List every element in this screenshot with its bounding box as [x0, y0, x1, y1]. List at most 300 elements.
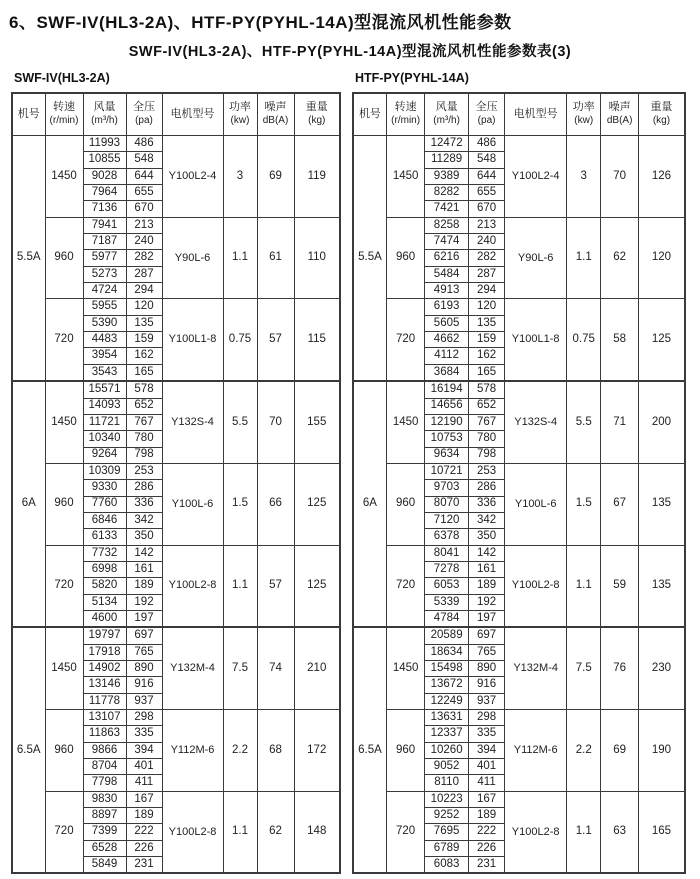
pressure-cell: 189 — [468, 578, 504, 594]
airflow-cell: 12337 — [425, 726, 469, 742]
airflow-cell: 7695 — [425, 824, 469, 840]
pressure-cell: 335 — [468, 726, 504, 742]
weight-cell: 126 — [638, 136, 685, 218]
pressure-cell: 652 — [126, 398, 162, 414]
airflow-cell: 13631 — [425, 710, 469, 726]
column-header: 转速 (r/min) — [386, 93, 424, 136]
power-cell: 0.75 — [223, 299, 257, 381]
speed-cell: 720 — [386, 791, 424, 873]
column-header: 噪声 dB(A) — [257, 93, 294, 136]
pressure-cell: 350 — [468, 529, 504, 545]
power-cell: 1.5 — [223, 463, 257, 545]
pressure-cell: 890 — [126, 661, 162, 677]
tables-container — [7, 71, 693, 874]
speed-cell: 720 — [386, 299, 424, 381]
weight-cell: 125 — [294, 463, 340, 545]
noise-cell: 68 — [257, 710, 294, 792]
airflow-cell: 7474 — [425, 234, 469, 250]
airflow-cell: 4913 — [425, 283, 469, 299]
weight-cell: 120 — [638, 217, 685, 299]
motor-model-cell: Y132S-4 — [505, 381, 567, 463]
motor-model-cell: Y112M-6 — [162, 710, 223, 792]
airflow-cell: 14093 — [83, 398, 126, 414]
pressure-cell: 780 — [126, 431, 162, 447]
airflow-cell: 15498 — [425, 661, 469, 677]
column-header: 机号 — [353, 93, 386, 136]
pressure-cell: 486 — [468, 136, 504, 152]
airflow-cell: 15571 — [83, 381, 126, 398]
machine-size-cell: 5.5A — [12, 136, 45, 382]
machine-size-cell: 6A — [353, 381, 386, 627]
airflow-cell: 10753 — [425, 431, 469, 447]
airflow-cell: 17918 — [83, 644, 126, 660]
pressure-cell: 287 — [468, 266, 504, 282]
pressure-cell: 670 — [468, 201, 504, 217]
page-subtitle: SWF-IV(HL3-2A)、HTF-PY(PYHL-14A)型混流风机性能参数表(3) — [128, 44, 572, 60]
motor-model-cell: Y132M-4 — [162, 627, 223, 709]
motor-model-cell: Y100L2-4 — [162, 136, 223, 218]
airflow-cell: 8041 — [425, 545, 469, 561]
pressure-cell: 336 — [126, 496, 162, 512]
airflow-cell: 9028 — [83, 168, 126, 184]
airflow-cell: 7732 — [83, 545, 126, 561]
airflow-cell: 11721 — [83, 414, 126, 430]
airflow-cell: 5273 — [83, 266, 126, 282]
motor-model-cell: Y112M-6 — [505, 710, 567, 792]
weight-cell: 135 — [638, 545, 685, 627]
speed-cell: 960 — [386, 710, 424, 792]
table-label-swf: SWF-IV(HL3-2A) — [14, 71, 110, 85]
table-row — [12, 381, 340, 398]
speed-cell: 720 — [386, 545, 424, 627]
pressure-cell: 231 — [468, 857, 504, 874]
motor-model-cell: Y90L-6 — [505, 217, 567, 299]
power-cell: 1.1 — [223, 791, 257, 873]
pressure-cell: 189 — [468, 808, 504, 824]
noise-cell: 57 — [257, 299, 294, 381]
machine-size-cell: 6.5A — [353, 627, 386, 873]
pressure-cell: 222 — [126, 824, 162, 840]
pressure-cell: 394 — [468, 742, 504, 758]
airflow-cell: 6528 — [83, 840, 126, 856]
airflow-cell: 13672 — [425, 677, 469, 693]
machine-size-cell: 6.5A — [12, 627, 45, 873]
airflow-cell: 6133 — [83, 529, 126, 545]
airflow-cell: 6193 — [425, 299, 469, 315]
pressure-cell: 798 — [126, 447, 162, 463]
speed-cell: 1450 — [386, 136, 424, 218]
airflow-cell: 7798 — [83, 775, 126, 791]
airflow-cell: 3954 — [83, 348, 126, 364]
noise-cell: 69 — [257, 136, 294, 218]
pressure-cell: 197 — [126, 610, 162, 627]
airflow-cell: 7941 — [83, 217, 126, 233]
table-block-htf — [352, 71, 686, 874]
pressure-cell: 189 — [126, 808, 162, 824]
noise-cell: 61 — [257, 217, 294, 299]
pressure-cell: 161 — [468, 561, 504, 577]
table-row — [353, 299, 685, 315]
airflow-cell: 10855 — [83, 152, 126, 168]
airflow-cell: 9389 — [425, 168, 469, 184]
pressure-cell: 697 — [468, 627, 504, 644]
weight-cell: 190 — [638, 710, 685, 792]
airflow-cell: 10223 — [425, 791, 469, 807]
airflow-cell: 8070 — [425, 496, 469, 512]
table-row — [12, 463, 340, 479]
pressure-cell: 192 — [468, 594, 504, 610]
airflow-cell: 4724 — [83, 283, 126, 299]
airflow-cell: 4600 — [83, 610, 126, 627]
table-row — [353, 217, 685, 233]
pressure-cell: 253 — [126, 463, 162, 479]
noise-cell: 57 — [257, 545, 294, 627]
airflow-cell: 4784 — [425, 610, 469, 627]
airflow-cell: 4112 — [425, 348, 469, 364]
power-cell: 1.5 — [567, 463, 601, 545]
pressure-cell: 282 — [126, 250, 162, 266]
pressure-cell: 767 — [126, 414, 162, 430]
power-cell: 7.5 — [567, 627, 601, 709]
power-cell: 3 — [567, 136, 601, 218]
airflow-cell: 4662 — [425, 332, 469, 348]
airflow-cell: 3543 — [83, 364, 126, 381]
pressure-cell: 226 — [468, 840, 504, 856]
table-row — [353, 627, 685, 644]
airflow-cell: 8110 — [425, 775, 469, 791]
pressure-cell: 916 — [126, 677, 162, 693]
pressure-cell: 937 — [468, 693, 504, 709]
airflow-cell: 13146 — [83, 677, 126, 693]
pressure-cell: 120 — [126, 299, 162, 315]
pressure-cell: 411 — [126, 775, 162, 791]
noise-cell: 71 — [601, 381, 638, 463]
pressure-cell: 350 — [126, 529, 162, 545]
noise-cell: 76 — [601, 627, 638, 709]
table-row — [12, 545, 340, 561]
table-row — [353, 136, 685, 152]
motor-model-cell: Y100L-6 — [505, 463, 567, 545]
weight-cell: 119 — [294, 136, 340, 218]
power-cell: 1.1 — [223, 545, 257, 627]
speed-cell: 720 — [45, 791, 83, 873]
airflow-cell: 7399 — [83, 824, 126, 840]
motor-model-cell: Y100L2-4 — [505, 136, 567, 218]
airflow-cell: 7760 — [83, 496, 126, 512]
airflow-cell: 7136 — [83, 201, 126, 217]
motor-model-cell: Y100L1-8 — [505, 299, 567, 381]
noise-cell: 62 — [257, 791, 294, 873]
noise-cell: 74 — [257, 627, 294, 709]
airflow-cell: 12249 — [425, 693, 469, 709]
airflow-cell: 5977 — [83, 250, 126, 266]
power-cell: 0.75 — [567, 299, 601, 381]
column-header: 噪声 dB(A) — [601, 93, 638, 136]
table-row — [353, 791, 685, 807]
pressure-cell: 644 — [468, 168, 504, 184]
table-row — [12, 299, 340, 315]
pressure-cell: 240 — [126, 234, 162, 250]
airflow-cell: 7120 — [425, 512, 469, 528]
airflow-cell: 6789 — [425, 840, 469, 856]
pressure-cell: 916 — [468, 677, 504, 693]
pressure-cell: 652 — [468, 398, 504, 414]
pressure-cell: 890 — [468, 661, 504, 677]
airflow-cell: 4483 — [83, 332, 126, 348]
weight-cell: 155 — [294, 381, 340, 463]
table-row — [12, 791, 340, 807]
weight-cell: 165 — [638, 791, 685, 873]
airflow-cell: 10260 — [425, 742, 469, 758]
airflow-cell: 11993 — [83, 136, 126, 152]
power-cell: 5.5 — [567, 381, 601, 463]
airflow-cell: 16194 — [425, 381, 469, 398]
noise-cell: 69 — [601, 710, 638, 792]
column-header: 全压 (pa) — [126, 93, 162, 136]
pressure-cell: 165 — [126, 364, 162, 381]
pressure-cell: 548 — [468, 152, 504, 168]
pressure-cell: 222 — [468, 824, 504, 840]
weight-cell: 210 — [294, 627, 340, 709]
airflow-cell: 7187 — [83, 234, 126, 250]
pressure-cell: 765 — [468, 644, 504, 660]
weight-cell: 125 — [294, 545, 340, 627]
airflow-cell: 19797 — [83, 627, 126, 644]
power-cell: 1.1 — [567, 217, 601, 299]
weight-cell: 125 — [638, 299, 685, 381]
table-row — [353, 545, 685, 561]
airflow-cell: 11778 — [83, 693, 126, 709]
airflow-cell: 5390 — [83, 315, 126, 331]
weight-cell: 115 — [294, 299, 340, 381]
airflow-cell: 9264 — [83, 447, 126, 463]
table-row — [12, 217, 340, 233]
airflow-cell: 8897 — [83, 808, 126, 824]
pressure-cell: 159 — [468, 332, 504, 348]
pressure-cell: 655 — [468, 185, 504, 201]
airflow-cell: 11863 — [83, 726, 126, 742]
pressure-cell: 767 — [468, 414, 504, 430]
airflow-cell: 10340 — [83, 431, 126, 447]
pressure-cell: 644 — [126, 168, 162, 184]
airflow-cell: 6083 — [425, 857, 469, 874]
power-cell: 1.1 — [567, 545, 601, 627]
pressure-cell: 282 — [468, 250, 504, 266]
machine-size-cell: 5.5A — [353, 136, 386, 382]
pressure-cell: 780 — [468, 431, 504, 447]
pressure-cell: 161 — [126, 561, 162, 577]
pressure-cell: 342 — [468, 512, 504, 528]
pressure-cell: 697 — [126, 627, 162, 644]
pressure-cell: 401 — [126, 759, 162, 775]
table-row — [12, 136, 340, 152]
pressure-cell: 335 — [126, 726, 162, 742]
airflow-cell: 6846 — [83, 512, 126, 528]
pressure-cell: 294 — [126, 283, 162, 299]
airflow-cell: 9052 — [425, 759, 469, 775]
airflow-cell: 5849 — [83, 857, 126, 874]
table-block-swf — [11, 71, 341, 874]
pressure-cell: 159 — [126, 332, 162, 348]
motor-model-cell: Y100L2-8 — [162, 791, 223, 873]
airflow-cell: 11289 — [425, 152, 469, 168]
pressure-cell: 294 — [468, 283, 504, 299]
airflow-cell: 6216 — [425, 250, 469, 266]
pressure-cell: 135 — [468, 315, 504, 331]
motor-model-cell: Y90L-6 — [162, 217, 223, 299]
machine-size-cell: 6A — [12, 381, 45, 627]
motor-model-cell: Y132M-4 — [505, 627, 567, 709]
pressure-cell: 286 — [468, 480, 504, 496]
motor-model-cell: Y100L2-8 — [505, 791, 567, 873]
airflow-cell: 5820 — [83, 578, 126, 594]
noise-cell: 66 — [257, 463, 294, 545]
pressure-cell: 162 — [126, 348, 162, 364]
speed-cell: 960 — [386, 463, 424, 545]
airflow-cell: 10309 — [83, 463, 126, 479]
pressure-cell: 192 — [126, 594, 162, 610]
pressure-cell: 336 — [468, 496, 504, 512]
pressure-cell: 240 — [468, 234, 504, 250]
pressure-cell: 548 — [126, 152, 162, 168]
speed-cell: 1450 — [386, 381, 424, 463]
noise-cell: 62 — [601, 217, 638, 299]
power-cell: 5.5 — [223, 381, 257, 463]
airflow-cell: 5605 — [425, 315, 469, 331]
power-cell: 7.5 — [223, 627, 257, 709]
airflow-cell: 9634 — [425, 447, 469, 463]
airflow-cell: 8282 — [425, 185, 469, 201]
airflow-cell: 5484 — [425, 266, 469, 282]
noise-cell: 70 — [257, 381, 294, 463]
pressure-cell: 670 — [126, 201, 162, 217]
pressure-cell: 165 — [468, 364, 504, 381]
pressure-cell: 298 — [126, 710, 162, 726]
pressure-cell: 253 — [468, 463, 504, 479]
pressure-cell: 798 — [468, 447, 504, 463]
pressure-cell: 411 — [468, 775, 504, 791]
table-row — [353, 710, 685, 726]
pressure-cell: 231 — [126, 857, 162, 874]
airflow-cell: 8704 — [83, 759, 126, 775]
column-header: 重量 (kg) — [294, 93, 340, 136]
table-row — [12, 627, 340, 644]
pressure-cell: 142 — [468, 545, 504, 561]
power-cell: 1.1 — [223, 217, 257, 299]
weight-cell: 135 — [638, 463, 685, 545]
speed-cell: 1450 — [45, 381, 83, 463]
airflow-cell: 7421 — [425, 201, 469, 217]
motor-model-cell: Y100L2-8 — [505, 545, 567, 627]
speed-cell: 960 — [386, 217, 424, 299]
column-header: 风量 (m³/h) — [83, 93, 126, 136]
page-title: 6、SWF-IV(HL3-2A)、HTF-PY(PYHL-14A)型混流风机性能参数 — [9, 13, 512, 32]
column-header: 机号 — [12, 93, 45, 136]
weight-cell: 230 — [638, 627, 685, 709]
pressure-cell: 162 — [468, 348, 504, 364]
airflow-cell: 9703 — [425, 480, 469, 496]
power-cell: 2.2 — [567, 710, 601, 792]
airflow-cell: 5955 — [83, 299, 126, 315]
noise-cell: 63 — [601, 791, 638, 873]
airflow-cell: 6998 — [83, 561, 126, 577]
speed-cell: 720 — [45, 299, 83, 381]
pressure-cell: 401 — [468, 759, 504, 775]
power-cell: 3 — [223, 136, 257, 218]
table-row — [12, 710, 340, 726]
airflow-cell: 7964 — [83, 185, 126, 201]
pressure-cell: 226 — [126, 840, 162, 856]
airflow-cell: 8258 — [425, 217, 469, 233]
table-label-htf: HTF-PY(PYHL-14A) — [355, 71, 469, 85]
column-header: 功率 (kw) — [223, 93, 257, 136]
pressure-cell: 937 — [126, 693, 162, 709]
noise-cell: 67 — [601, 463, 638, 545]
power-cell: 2.2 — [223, 710, 257, 792]
fan-performance-table-swf — [11, 92, 341, 874]
fan-performance-table-htf — [352, 92, 686, 874]
pressure-cell: 135 — [126, 315, 162, 331]
airflow-cell: 12472 — [425, 136, 469, 152]
pressure-cell: 578 — [126, 381, 162, 398]
pressure-cell: 167 — [468, 791, 504, 807]
pressure-cell: 213 — [126, 217, 162, 233]
speed-cell: 1450 — [45, 136, 83, 218]
column-header: 风量 (m³/h) — [425, 93, 469, 136]
column-header: 转速 (r/min) — [45, 93, 83, 136]
motor-model-cell: Y132S-4 — [162, 381, 223, 463]
speed-cell: 960 — [45, 710, 83, 792]
pressure-cell: 765 — [126, 644, 162, 660]
weight-cell: 200 — [638, 381, 685, 463]
pressure-cell: 298 — [468, 710, 504, 726]
airflow-cell: 6378 — [425, 529, 469, 545]
weight-cell: 110 — [294, 217, 340, 299]
pressure-cell: 167 — [126, 791, 162, 807]
pressure-cell: 197 — [468, 610, 504, 627]
noise-cell: 59 — [601, 545, 638, 627]
airflow-cell: 12190 — [425, 414, 469, 430]
airflow-cell: 13107 — [83, 710, 126, 726]
pressure-cell: 189 — [126, 578, 162, 594]
pressure-cell: 342 — [126, 512, 162, 528]
noise-cell: 58 — [601, 299, 638, 381]
airflow-cell: 9252 — [425, 808, 469, 824]
speed-cell: 1450 — [386, 627, 424, 709]
column-header: 电机型号 — [505, 93, 567, 136]
pressure-cell: 578 — [468, 381, 504, 398]
pressure-cell: 486 — [126, 136, 162, 152]
airflow-cell: 18634 — [425, 644, 469, 660]
speed-cell: 1450 — [45, 627, 83, 709]
pressure-cell: 286 — [126, 480, 162, 496]
pressure-cell: 655 — [126, 185, 162, 201]
power-cell: 1.1 — [567, 791, 601, 873]
speed-cell: 720 — [45, 545, 83, 627]
airflow-cell: 9330 — [83, 480, 126, 496]
airflow-cell: 9830 — [83, 791, 126, 807]
airflow-cell: 10721 — [425, 463, 469, 479]
airflow-cell: 5134 — [83, 594, 126, 610]
pressure-cell: 287 — [126, 266, 162, 282]
weight-cell: 148 — [294, 791, 340, 873]
motor-model-cell: Y100L1-8 — [162, 299, 223, 381]
column-header: 全压 (pa) — [468, 93, 504, 136]
airflow-cell: 14656 — [425, 398, 469, 414]
noise-cell: 70 — [601, 136, 638, 218]
airflow-cell: 7278 — [425, 561, 469, 577]
table-row — [353, 381, 685, 398]
